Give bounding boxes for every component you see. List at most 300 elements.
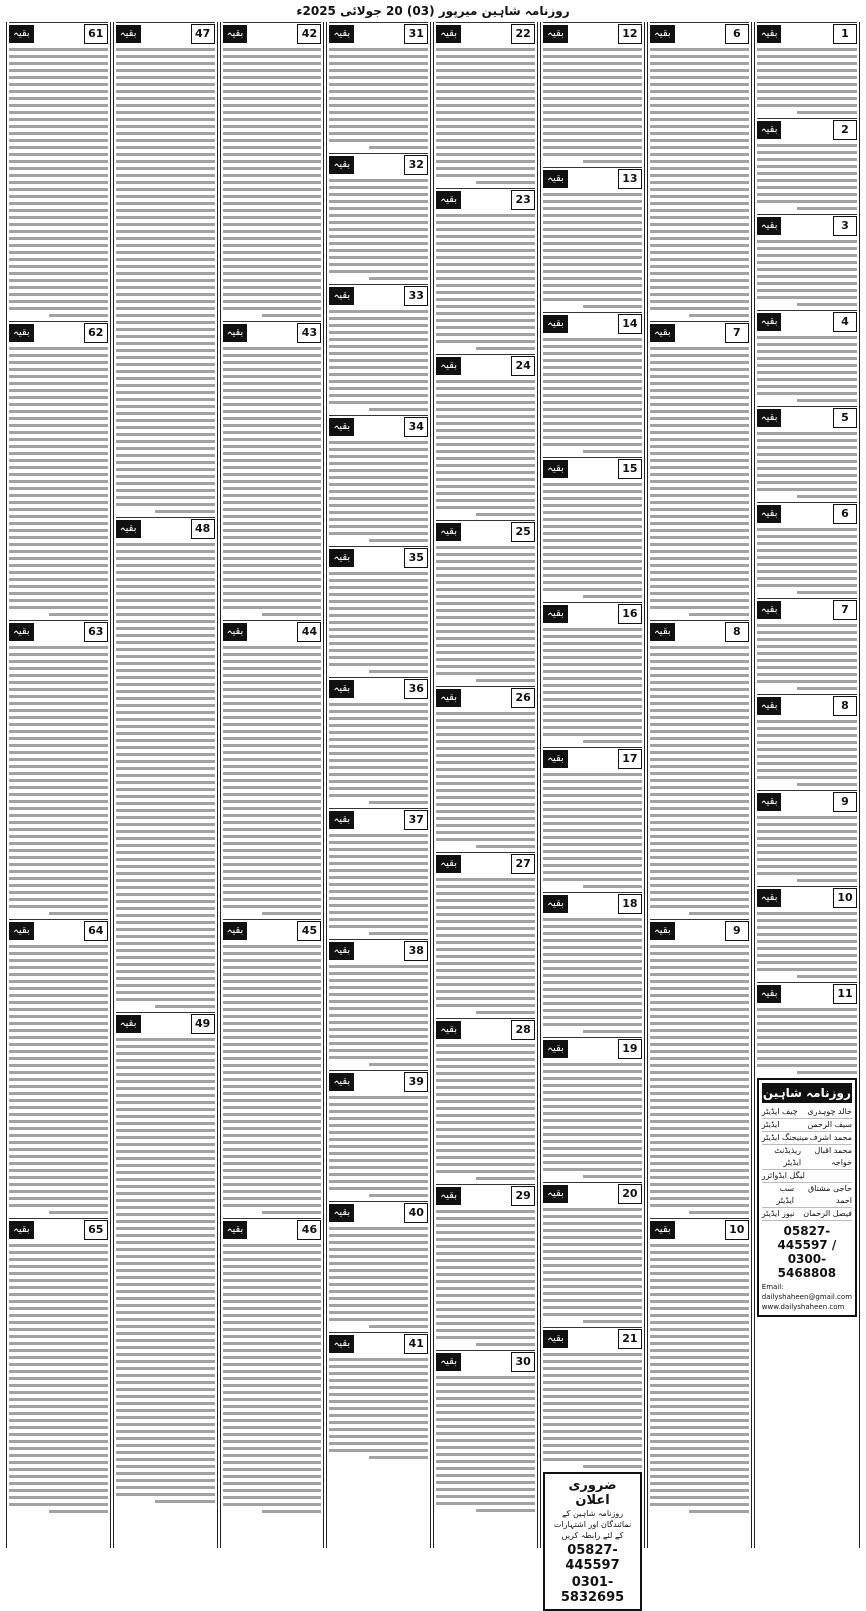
text-line: [329, 986, 428, 989]
text-line: [329, 600, 428, 603]
text-line: [757, 577, 857, 580]
text-line: [329, 663, 428, 666]
text-line: [757, 741, 857, 744]
text-line: [543, 1023, 642, 1026]
text-line: [223, 83, 322, 86]
text-line: [116, 314, 215, 317]
text-line: [116, 1290, 215, 1293]
item-number-badge: 19: [618, 1039, 642, 1059]
staff-row: [762, 1183, 852, 1208]
text-line: [223, 688, 322, 691]
text-line: [116, 970, 215, 973]
text-line: [543, 249, 642, 252]
item-body-text: [757, 1008, 857, 1074]
text-line: [9, 1001, 108, 1004]
text-line: [650, 1169, 749, 1172]
continuation-item: [757, 694, 857, 786]
text-line: [436, 1376, 535, 1379]
item-body-text: [9, 347, 108, 616]
text-line: [223, 1363, 322, 1366]
text-line: [436, 990, 535, 993]
text-line: [223, 438, 322, 441]
text-line: [9, 1468, 108, 1471]
text-line: [329, 1442, 428, 1445]
text-line: [543, 193, 642, 196]
item-number-badge: 20: [618, 1184, 642, 1204]
text-line: [9, 1120, 108, 1123]
text-line: [116, 349, 215, 352]
text-line: [116, 1472, 215, 1475]
text-line: [116, 1486, 215, 1489]
item-number-badge: 36: [404, 679, 428, 699]
text-line: [650, 69, 749, 72]
text-line: [223, 1342, 322, 1345]
item-number-badge: 38: [404, 941, 428, 961]
text-line: [797, 687, 857, 690]
text-line: [650, 1286, 749, 1289]
text-line: [9, 646, 108, 649]
text-line: [650, 389, 749, 392]
text-line: [223, 828, 322, 831]
text-line: [650, 258, 749, 261]
text-line: [116, 335, 215, 338]
text-line: [329, 855, 428, 858]
text-line: [223, 1265, 322, 1268]
text-line: [650, 529, 749, 532]
text-line: [543, 850, 642, 853]
text-line: [116, 1437, 215, 1440]
text-line: [757, 83, 857, 86]
text-line: [757, 104, 857, 107]
text-line: [9, 800, 108, 803]
notice-title: ضروری اعلان: [568, 1478, 617, 1508]
continuation-item: [436, 520, 535, 682]
text-line: [9, 793, 108, 796]
text-line: [116, 907, 215, 910]
text-line: [369, 277, 428, 280]
item-body-text: [329, 965, 428, 1066]
text-line: [223, 1043, 322, 1046]
continuation-tag: بقیہ: [436, 1353, 461, 1371]
text-line: [223, 1113, 322, 1116]
text-line: [223, 230, 322, 233]
text-line: [329, 139, 428, 142]
text-line: [9, 1503, 108, 1506]
text-line: [757, 1050, 857, 1053]
text-line: [543, 539, 642, 542]
continuation-item: [436, 22, 535, 184]
item-number-badge: 13: [618, 169, 642, 189]
continuation-tag: بقیہ: [9, 1221, 34, 1239]
text-line: [436, 270, 535, 273]
text-line: [9, 347, 108, 350]
text-line: [436, 1390, 535, 1393]
text-line: [543, 387, 642, 390]
item-body-text: [223, 646, 322, 915]
text-line: [116, 118, 215, 121]
continuation-tag: بقیہ: [436, 25, 461, 43]
text-line: [543, 277, 642, 280]
text-line: [757, 776, 857, 779]
text-line: [650, 695, 749, 698]
text-line: [116, 328, 215, 331]
text-line: [223, 536, 322, 539]
text-line: [116, 90, 215, 93]
text-line: [9, 667, 108, 670]
text-line: [223, 856, 322, 859]
text-line: [223, 800, 322, 803]
text-line: [223, 1078, 322, 1081]
text-line: [436, 387, 535, 390]
text-line: [329, 228, 428, 231]
text-line: [116, 851, 215, 854]
text-line: [329, 1297, 428, 1300]
text-line: [757, 542, 857, 545]
text-line: [9, 786, 108, 789]
item-number-badge: 46: [297, 1220, 321, 1240]
text-line: [9, 293, 108, 296]
notice-phone-2: 0301-5832695: [560, 1575, 625, 1605]
text-line: [329, 794, 428, 797]
text-line: [9, 994, 108, 997]
text-line: [9, 1197, 108, 1200]
item-number-badge: 62: [84, 323, 108, 343]
text-line: [757, 76, 857, 79]
text-line: [9, 265, 108, 268]
text-line: [543, 214, 642, 217]
text-line: [9, 807, 108, 810]
text-line: [329, 214, 428, 217]
text-line: [223, 55, 322, 58]
text-line: [116, 718, 215, 721]
text-line: [9, 153, 108, 156]
text-line: [650, 382, 749, 385]
text-line: [9, 1279, 108, 1282]
text-line: [650, 202, 749, 205]
text-line: [329, 76, 428, 79]
text-line: [329, 125, 428, 128]
text-line: [9, 1461, 108, 1464]
text-line: [436, 962, 535, 965]
text-line: [650, 438, 749, 441]
text-line: [9, 779, 108, 782]
text-line: [329, 242, 428, 245]
text-line: [650, 945, 749, 948]
text-line: [116, 139, 215, 142]
text-line: [329, 759, 428, 762]
text-line: [436, 401, 535, 404]
continuation-item: [543, 457, 642, 598]
text-line: [9, 279, 108, 282]
text-line: [543, 1264, 642, 1267]
text-line: [223, 1356, 322, 1359]
text-line: [116, 202, 215, 205]
continuation-tag: بقیہ: [543, 170, 568, 188]
item-body-text: [116, 48, 215, 513]
text-line: [223, 424, 322, 427]
text-line: [116, 244, 215, 247]
text-line: [116, 286, 215, 289]
continuation-tag: بقیہ: [116, 1015, 141, 1033]
continuation-item: [757, 886, 857, 978]
text-line: [436, 1336, 535, 1339]
continuation-tag: بقیہ: [436, 191, 461, 209]
text-line: [9, 125, 108, 128]
text-line: [650, 863, 749, 866]
continuation-tag: بقیہ: [757, 601, 782, 619]
text-line: [116, 251, 215, 254]
text-line: [116, 279, 215, 282]
text-line: [329, 1262, 428, 1265]
text-line: [329, 1435, 428, 1438]
text-line: [9, 1169, 108, 1172]
text-line: [369, 539, 428, 542]
text-line: [223, 1279, 322, 1282]
text-line: [9, 1314, 108, 1317]
text-line: [9, 237, 108, 240]
text-line: [116, 977, 215, 980]
text-line: [116, 753, 215, 756]
item-body-text: [650, 945, 749, 1214]
text-line: [757, 343, 857, 346]
text-line: [650, 1384, 749, 1387]
text-line: [650, 1050, 749, 1053]
continuation-item: [757, 310, 857, 402]
item-body-text: [223, 48, 322, 317]
text-line: [116, 592, 215, 595]
text-line: [543, 1154, 642, 1157]
text-line: [543, 1126, 642, 1129]
text-line: [116, 900, 215, 903]
text-line: [436, 174, 535, 177]
text-line: [543, 497, 642, 500]
text-line: [543, 925, 642, 928]
text-line: [223, 1489, 322, 1492]
text-line: [116, 641, 215, 644]
text-line: [9, 1398, 108, 1401]
text-line: [223, 160, 322, 163]
text-line: [9, 1335, 108, 1338]
item-body-text: [436, 1376, 535, 1512]
text-line: [223, 515, 322, 518]
item-number-badge: 32: [404, 155, 428, 175]
text-line: [436, 588, 535, 591]
text-line: [436, 1488, 535, 1491]
text-line: [543, 1009, 642, 1012]
continuation-tag: بقیہ: [757, 505, 782, 523]
text-line: [329, 1028, 428, 1031]
text-line: [329, 532, 428, 535]
text-line: [436, 609, 535, 612]
continuation-tag: بقیہ: [329, 811, 354, 829]
text-line: [329, 773, 428, 776]
continuation-item: [329, 415, 428, 542]
text-line: [9, 1022, 108, 1025]
text-line: [9, 354, 108, 357]
text-line: [436, 934, 535, 937]
text-line: [757, 769, 857, 772]
text-line: [436, 1474, 535, 1477]
text-line: [116, 620, 215, 623]
text-line: [757, 378, 857, 381]
text-line: [543, 256, 642, 259]
text-line: [116, 300, 215, 303]
text-line: [329, 200, 428, 203]
text-line: [543, 1147, 642, 1150]
staff-name: خالد چوہدری: [807, 1107, 852, 1116]
text-line: [650, 1190, 749, 1193]
text-line: [757, 816, 857, 819]
text-line: [543, 1430, 642, 1433]
text-line: [329, 1117, 428, 1120]
text-line: [9, 62, 108, 65]
text-line: [543, 995, 642, 998]
text-line: [116, 1108, 215, 1111]
text-line: [650, 606, 749, 609]
text-line: [9, 952, 108, 955]
continuation-item: [543, 1327, 642, 1468]
text-line: [223, 1197, 322, 1200]
text-line: [9, 1113, 108, 1116]
text-line: [223, 1293, 322, 1296]
text-line: [116, 461, 215, 464]
text-line: [116, 613, 215, 616]
text-line: [650, 237, 749, 240]
text-line: [329, 1049, 428, 1052]
text-line: [223, 730, 322, 733]
text-line: [9, 417, 108, 420]
text-line: [436, 235, 535, 238]
text-line: [329, 649, 428, 652]
continuation-tag: بقیہ: [436, 357, 461, 375]
item-number-badge: 41: [404, 1334, 428, 1354]
continuation-item: [329, 22, 428, 149]
text-line: [9, 1391, 108, 1394]
text-line: [757, 528, 857, 531]
text-line: [223, 849, 322, 852]
text-line: [329, 345, 428, 348]
text-line: [223, 508, 322, 511]
item-number-badge: 64: [84, 921, 108, 941]
text-line: [9, 160, 108, 163]
text-line: [9, 403, 108, 406]
text-line: [543, 864, 642, 867]
text-line: [223, 300, 322, 303]
text-line: [436, 242, 535, 245]
text-line: [689, 912, 748, 915]
text-line: [329, 628, 428, 631]
text-line: [223, 1384, 322, 1387]
text-line: [436, 1107, 535, 1110]
notice-phone-1: 05827-445597: [565, 1543, 620, 1573]
news-column: [754, 22, 860, 1548]
text-line: [329, 579, 428, 582]
text-line: [436, 955, 535, 958]
text-line: [650, 1134, 749, 1137]
text-line: [543, 422, 642, 425]
text-line: [9, 730, 108, 733]
text-line: [9, 1244, 108, 1247]
text-line: [650, 730, 749, 733]
text-line: [650, 223, 749, 226]
text-line: [116, 181, 215, 184]
text-line: [116, 55, 215, 58]
text-line: [329, 993, 428, 996]
text-line: [436, 782, 535, 785]
text-line: [436, 651, 535, 654]
text-line: [436, 796, 535, 799]
text-line: [689, 1510, 748, 1513]
text-line: [329, 1187, 428, 1190]
text-line: [650, 293, 749, 296]
text-line: [797, 495, 857, 498]
text-line: [9, 111, 108, 114]
continuation-item: [757, 598, 857, 690]
item-body-text: [757, 528, 857, 594]
text-line: [116, 1262, 215, 1265]
item-body-text: [436, 214, 535, 350]
text-line: [223, 1022, 322, 1025]
text-line: [329, 593, 428, 596]
text-line: [329, 1290, 428, 1293]
text-line: [543, 1451, 642, 1454]
text-line: [543, 1222, 642, 1225]
text-line: [543, 712, 642, 715]
item-number-badge: 33: [404, 286, 428, 306]
text-line: [329, 511, 428, 514]
text-line: [329, 1234, 428, 1237]
continuation-tag: بقیہ: [329, 156, 354, 174]
text-line: [329, 97, 428, 100]
continuation-tag: بقیہ: [223, 922, 248, 940]
text-line: [650, 347, 749, 350]
text-line: [650, 737, 749, 740]
text-line: [9, 1286, 108, 1289]
text-line: [650, 1258, 749, 1261]
continuation-item: [9, 1218, 108, 1513]
text-line: [650, 1349, 749, 1352]
text-line: [329, 193, 428, 196]
text-line: [9, 898, 108, 901]
text-line: [543, 1444, 642, 1447]
text-line: [650, 1022, 749, 1025]
text-line: [650, 111, 749, 114]
text-line: [543, 1402, 642, 1405]
text-line: [650, 139, 749, 142]
continuation-tag: بقیہ: [543, 460, 568, 478]
text-line: [757, 926, 857, 929]
item-body-text: [223, 1244, 322, 1513]
text-line: [543, 1063, 642, 1066]
text-line: [543, 394, 642, 397]
text-line: [9, 1148, 108, 1151]
text-line: [543, 366, 642, 369]
text-line: [543, 352, 642, 355]
item-body-text: [9, 1244, 108, 1513]
text-line: [650, 543, 749, 546]
text-line: [116, 942, 215, 945]
text-line: [650, 354, 749, 357]
text-line: [329, 69, 428, 72]
staff-role: چیف ایڈیٹر: [761, 1107, 798, 1116]
text-line: [650, 181, 749, 184]
text-line: [436, 1142, 535, 1145]
item-body-text: [650, 48, 749, 317]
text-line: [436, 214, 535, 217]
text-line: [689, 613, 748, 616]
text-line: [436, 1217, 535, 1220]
text-line: [223, 1307, 322, 1310]
